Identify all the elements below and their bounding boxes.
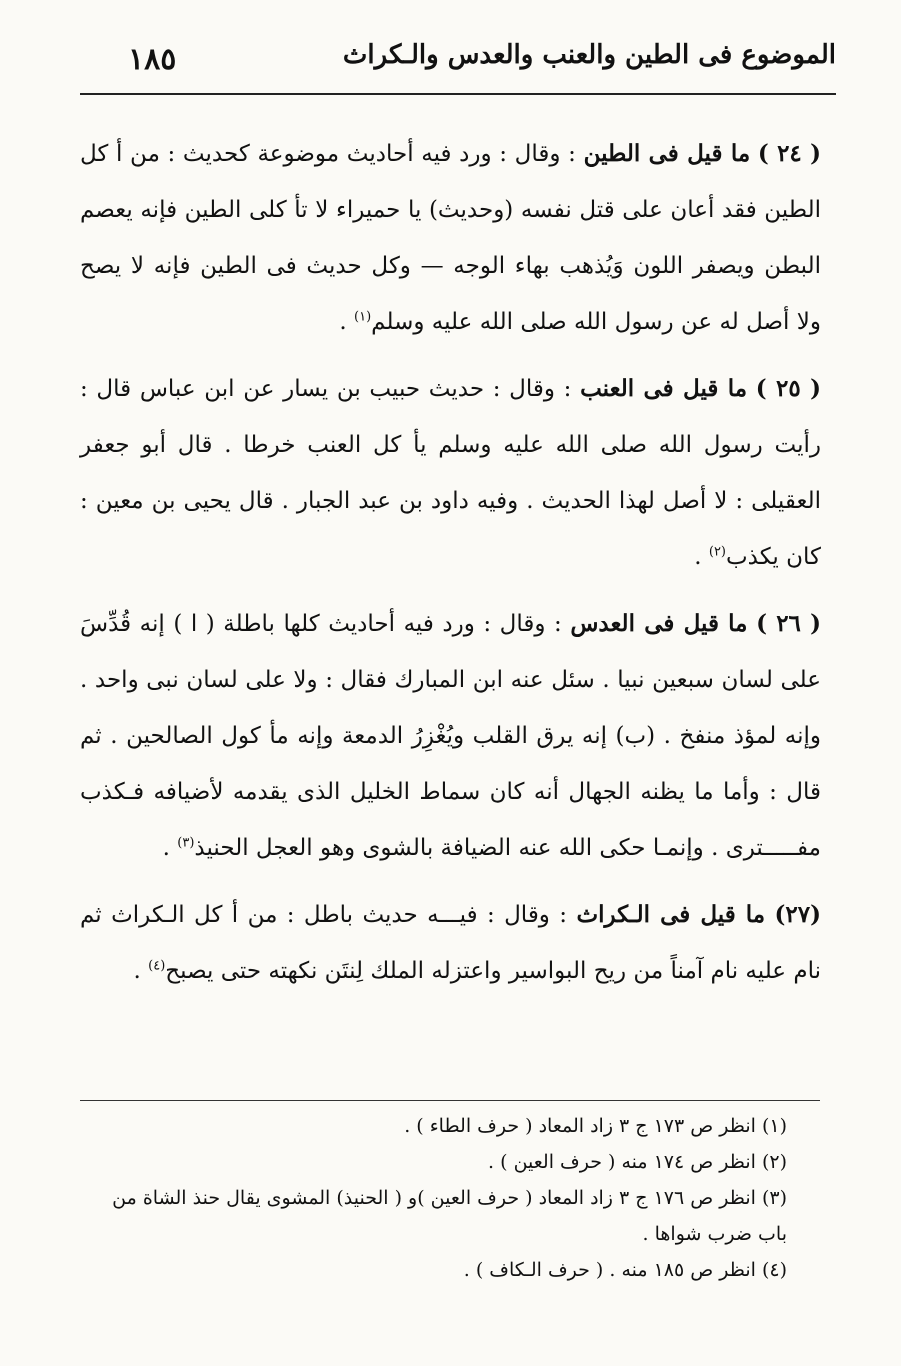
section-number: ( ٢٤ ): [757, 140, 822, 167]
section-text: : وقال : ورد فيه أحاديث كلها باطلة ( ا ) إنه قُدِّسَ على لسان سبعين نبيا . سئل عنه ابن المبارك فقال : ولا على لسان نبى واحد . وإنه لمؤذ منفخ . (ب) إنه يرق القلب ويُغْزِرُ الدمعة وإنه مأ كول الصالحين . ثم قال : وأما ما يظنه الجهال أنه كان سماط الخليل الذى يقدمه لأضيافه فـكذب مفـــــترى . وإنمـا حكى الله عنه الضيافة بالشوى وهو العجل الحنيذ: [80, 611, 821, 861]
section-topic: ما قيل فى الطين: [583, 140, 751, 167]
page-header: [80, 32, 836, 88]
section-27: [80, 887, 821, 999]
section-number: ( ٢٦ ): [756, 610, 822, 637]
page-number: ١٨٥: [128, 42, 177, 77]
section-text: : وقال : ورد فيه أحاديث موضوعة كحديث : من أ كل الطين فقد أعان على قتل نفسه (وحديث) يا حميراء لا تأ كلى الطين فإنه يعصم البطن ويصفر اللون وَيُذهب بهاء الوجه — وكل حديث فى الطين فإنه لا يصح ولا أصل له عن رسول الله صلى الله عليه وسلم: [80, 141, 821, 335]
footnote-rule: [80, 1100, 820, 1101]
section-26: [80, 596, 821, 876]
paragraph: [80, 596, 821, 876]
footnote-1: (١) انظر ص ١٧٣ ج ٣ زاد المعاد ( حرف الطاء ) .: [404, 1115, 787, 1137]
section-number: (٢٧): [774, 901, 821, 928]
footnote-ref: (٤): [148, 958, 166, 974]
section-text: : وقال : حديث حبيب بن يسار عن ابن عباس قال : رأيت رسول الله صلى الله عليه وسلم يأ كل العنب خرطا . قال أبو جعفر العقيلى : لا أصل لهذا الحديث . وفيه داود بن عبد الجبار . قال يحيى بن معين : كان يكذب: [80, 376, 821, 570]
section-25: [80, 361, 821, 585]
footnote-ref: (٢): [708, 544, 726, 560]
section-end: .: [339, 309, 355, 335]
section-topic: ما قيل فى العدس: [570, 610, 748, 637]
paragraph: [80, 361, 821, 585]
section-24: [80, 126, 821, 350]
section-end: .: [694, 544, 709, 570]
paragraph: [80, 126, 821, 350]
footnotes: [80, 1108, 823, 1288]
paragraph: [80, 887, 821, 999]
footnote-4: (٤) انظر ص ١٨٥ منه . ( حرف الـكاف ) .: [463, 1259, 787, 1281]
footnote-ref: (٣): [177, 835, 195, 851]
section-text: : وقال : فيـــه حديث باطل : من أ كل الـكراث ثم نام عليه نام آمناً من ريح البواسير واعتزله الملك لِنتَن نكهته حتى يصبح: [80, 902, 821, 984]
section-end: .: [162, 835, 178, 861]
header-rule: [80, 93, 836, 95]
footnote-ref: (١): [354, 309, 372, 325]
running-title: الموضوع فى الطين والعنب والعدس والـكراث: [342, 40, 836, 70]
page-body: [80, 126, 821, 1010]
section-number: ( ٢٥ ): [755, 375, 822, 402]
footnote-3: (٣) انظر ص ١٧٦ ج ٣ زاد المعاد ( حرف العين )و ( الحنيذ) المشوى يقال حنذ الشاة من باب ضرب شواها .: [112, 1187, 787, 1245]
section-topic: ما قيل فى العنب: [580, 375, 748, 402]
section-end: .: [133, 958, 149, 984]
footnote-2: (٢) انظر ص ١٧٤ منه ( حرف العين ) .: [488, 1151, 787, 1173]
section-topic: ما قيل فى الـكراث: [576, 901, 766, 928]
